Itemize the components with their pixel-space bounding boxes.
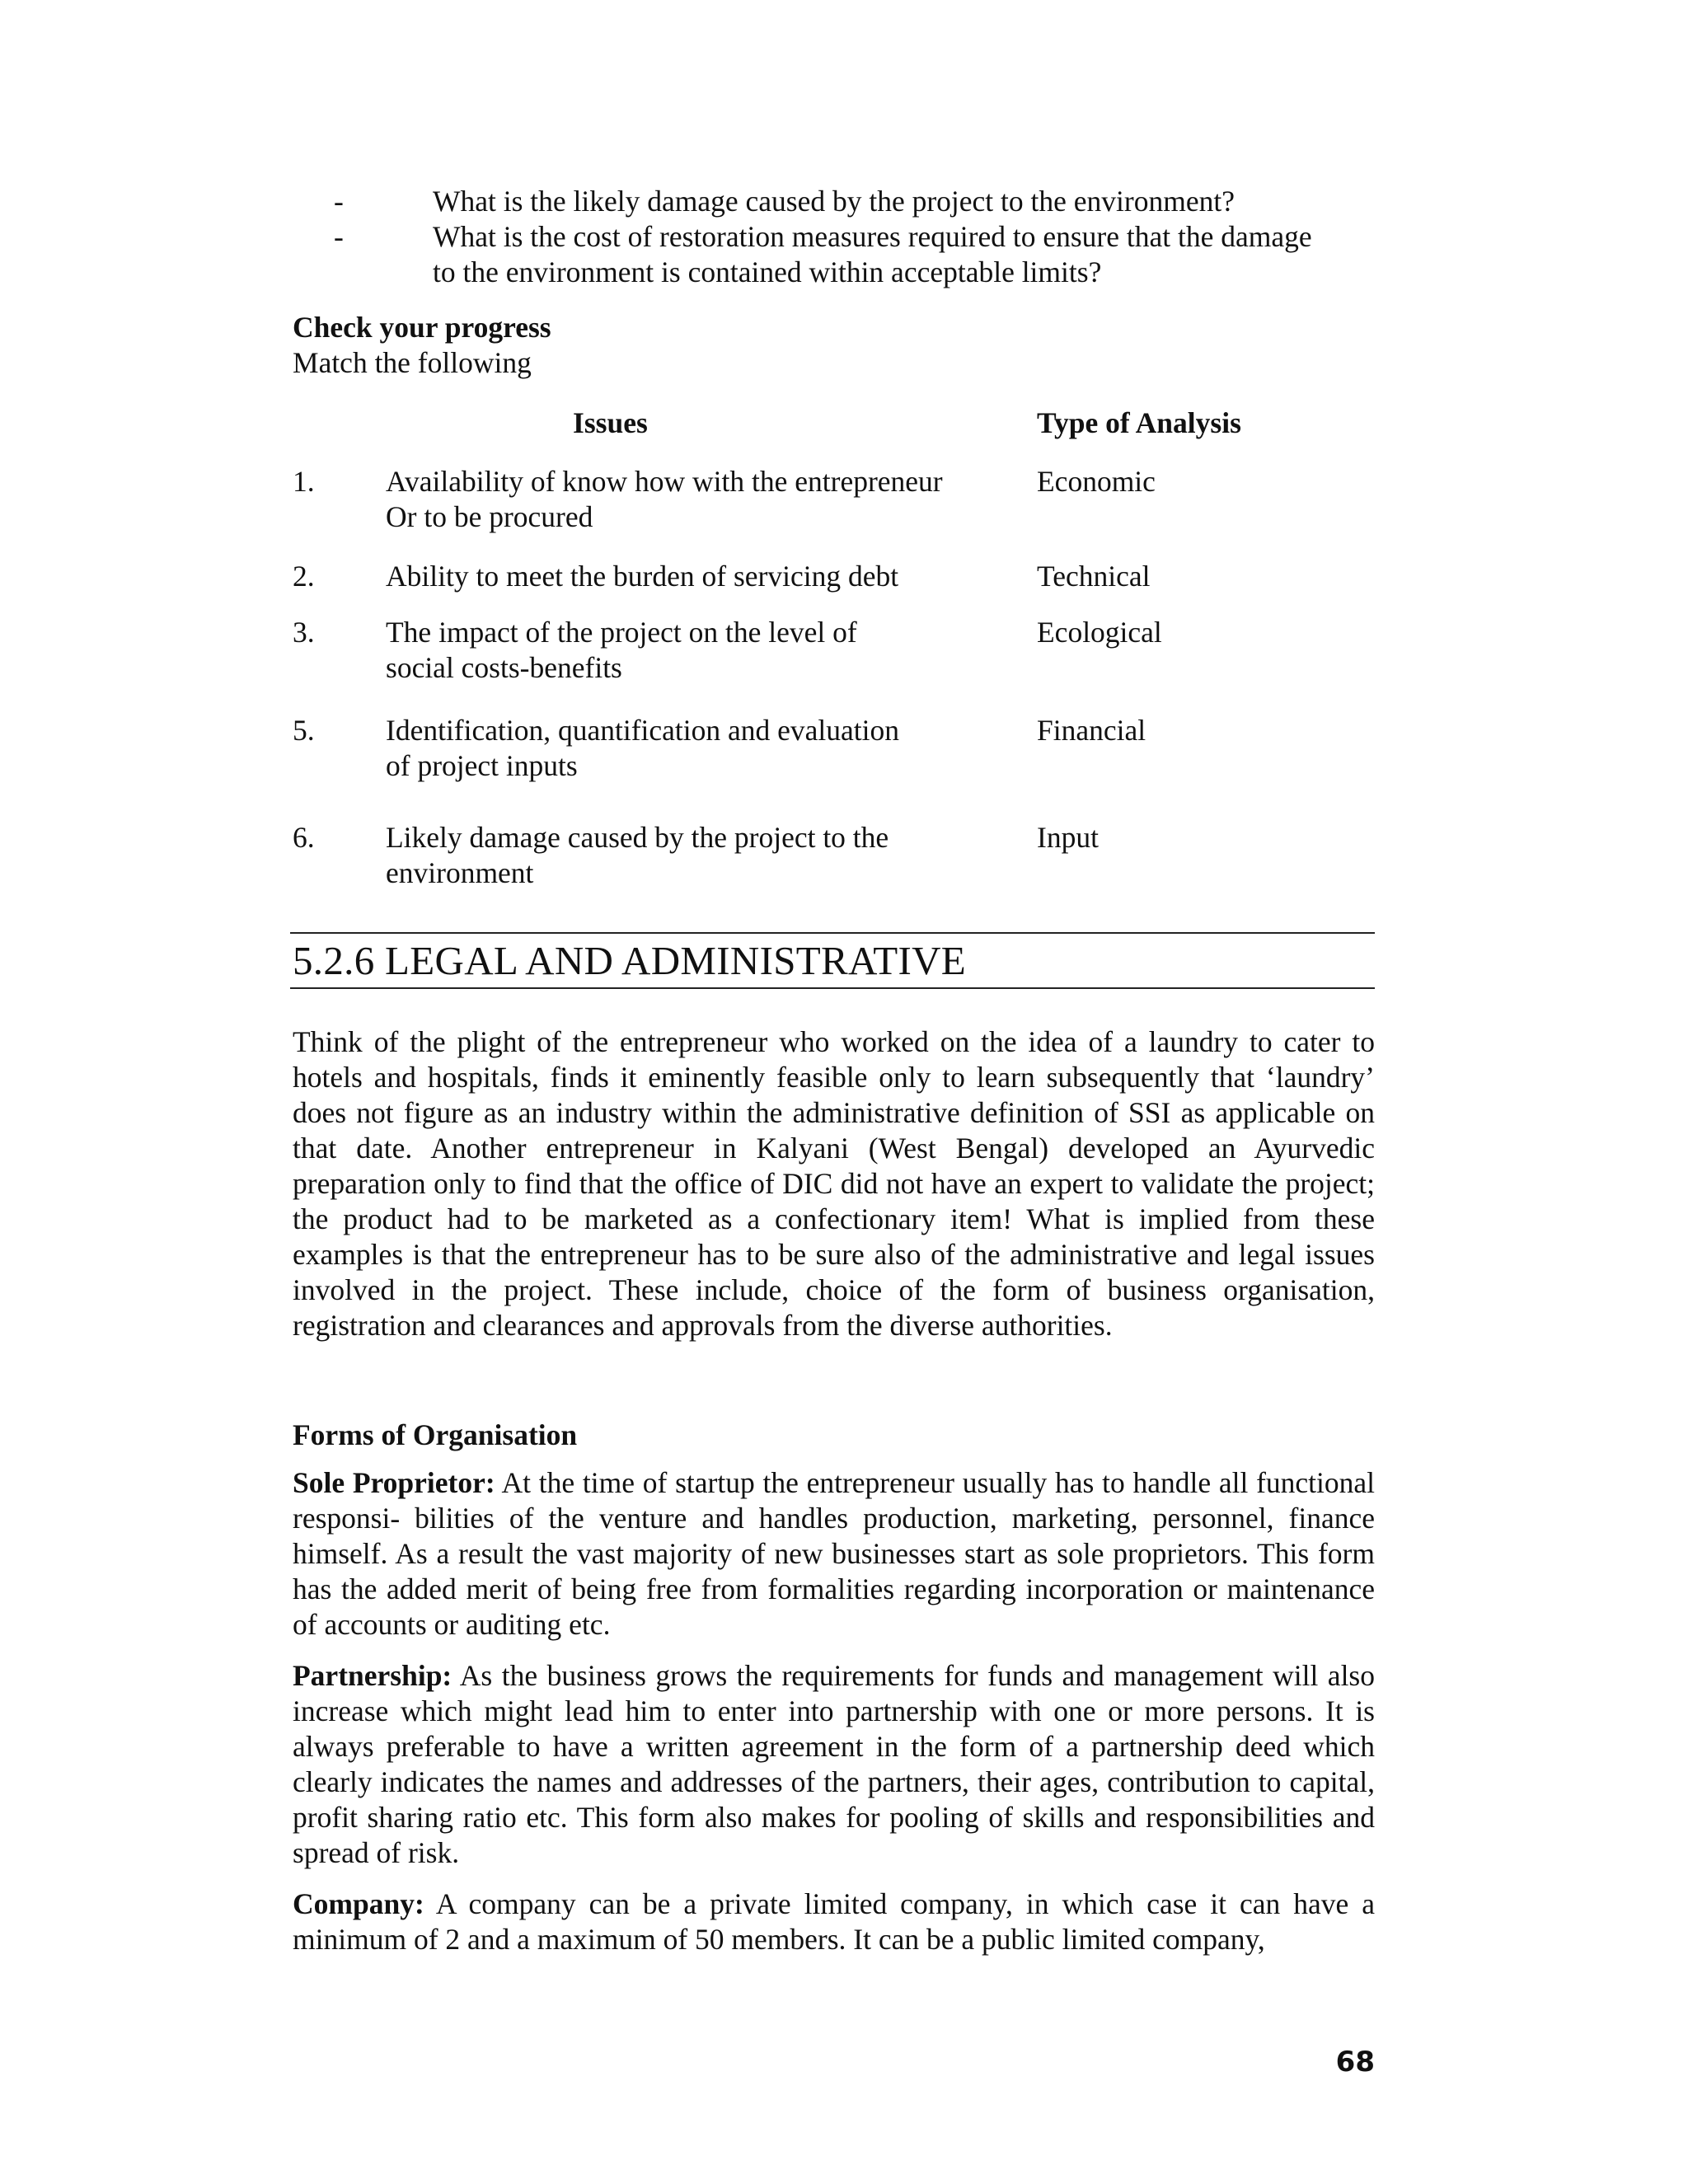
row-number: 5. bbox=[293, 714, 315, 747]
partnership-text: As the business grows the requirements for funds and management will also increase which might lead him to enter into partnership with one or more persons. It is always preferable to have a written agreement in the form of a partnership deed which clearly indicates the names and addresses of the partners, their ages, contribution to capital, profit sharing ratio etc. This form also makes for pooling of skills and responsibilities and spread of risk. bbox=[293, 1659, 1375, 1869]
progress-heading: Check your progress bbox=[293, 311, 551, 344]
row-issue-continuation: environment bbox=[386, 856, 534, 889]
company-text: A company can be a private limited company, in which case it can have a minimum of 2 and a maximum of 50 members. It can be a public limited company, bbox=[293, 1887, 1375, 1956]
bullet-marker: - bbox=[334, 220, 344, 253]
row-number: 1. bbox=[293, 465, 315, 498]
company-paragraph bbox=[293, 1886, 1375, 1957]
row-type: Financial bbox=[1037, 714, 1146, 747]
sole-proprietor-label: Sole Proprietor: bbox=[293, 1466, 495, 1499]
row-type: Input bbox=[1037, 821, 1099, 854]
row-issue-continuation: of project inputs bbox=[386, 749, 578, 782]
progress-instruction: Match the following bbox=[293, 346, 532, 379]
forms-heading: Forms of Organisation bbox=[293, 1418, 578, 1451]
row-number: 6. bbox=[293, 821, 315, 854]
row-issue-continuation: Or to be procured bbox=[386, 500, 593, 533]
row-issue: The impact of the project on the level of bbox=[386, 616, 857, 649]
bullet-text: What is the likely damage caused by the project to the environment? bbox=[433, 185, 1235, 218]
row-type: Technical bbox=[1037, 560, 1151, 593]
column-header-issues: Issues bbox=[573, 406, 648, 439]
bullet-text: What is the cost of restoration measures required to ensure that the damage bbox=[433, 220, 1312, 253]
page-number: 68 bbox=[1335, 2046, 1375, 2079]
column-header-type: Type of Analysis bbox=[1037, 406, 1241, 439]
row-issue: Likely damage caused by the project to the bbox=[386, 821, 889, 854]
heading-top-rule bbox=[290, 932, 1375, 934]
sole-proprietor-paragraph bbox=[293, 1465, 1375, 1643]
row-issue: Ability to meet the burden of servicing debt bbox=[386, 560, 899, 593]
intro-paragraph: Think of the plight of the entrepreneur who worked on the idea of a laundry to cater to hotels and hospitals, finds it eminently feasible only to learn subsequently that ‘laundry’ does not figure as an industry within the administrative definition of SSI as applicable on that date. Another entrepreneur in Kalyani (West Bengal) developed an Ayurvedic preparation only to find that the office of DIC did not have an expert to validate the project; the product had to be marketed as a confectionary item! What is implied from these examples is that the entrepreneur has to be sure also of the administrative and legal issues involved in the project. These include, choice of the form of business organisation, registration and clearances and approvals from the diverse authorities. bbox=[293, 1025, 1375, 1342]
document-page bbox=[293, 0, 1376, 2184]
heading-bottom-rule bbox=[290, 987, 1375, 989]
row-issue: Availability of know how with the entrepreneur bbox=[386, 465, 943, 498]
company-label: Company: bbox=[293, 1887, 424, 1920]
row-number: 2. bbox=[293, 560, 315, 593]
section-heading: 5.2.6 LEGAL AND ADMINISTRATIVE bbox=[293, 938, 966, 983]
row-issue-continuation: social costs-benefits bbox=[386, 651, 622, 684]
row-type: Ecological bbox=[1037, 616, 1162, 649]
bullet-text-continuation: to the environment is contained within acceptable limits? bbox=[433, 255, 1102, 288]
partnership-label: Partnership: bbox=[293, 1659, 452, 1692]
sole-proprietor-text: At the time of startup the entrepreneur usually has to handle all functional responsi- bilities of the venture and handles production, marketing, personnel, finance himself. As a result the vast majority of new businesses start as sole proprietors. This form has the added merit of being free from formalities regarding incorporation or maintenance of accounts or auditing etc. bbox=[293, 1466, 1376, 1641]
row-number: 3. bbox=[293, 616, 315, 649]
row-type: Economic bbox=[1037, 465, 1156, 498]
partnership-paragraph bbox=[293, 1658, 1375, 1871]
bullet-marker: - bbox=[334, 185, 344, 218]
row-issue: Identification, quantification and evaluation bbox=[386, 714, 900, 747]
